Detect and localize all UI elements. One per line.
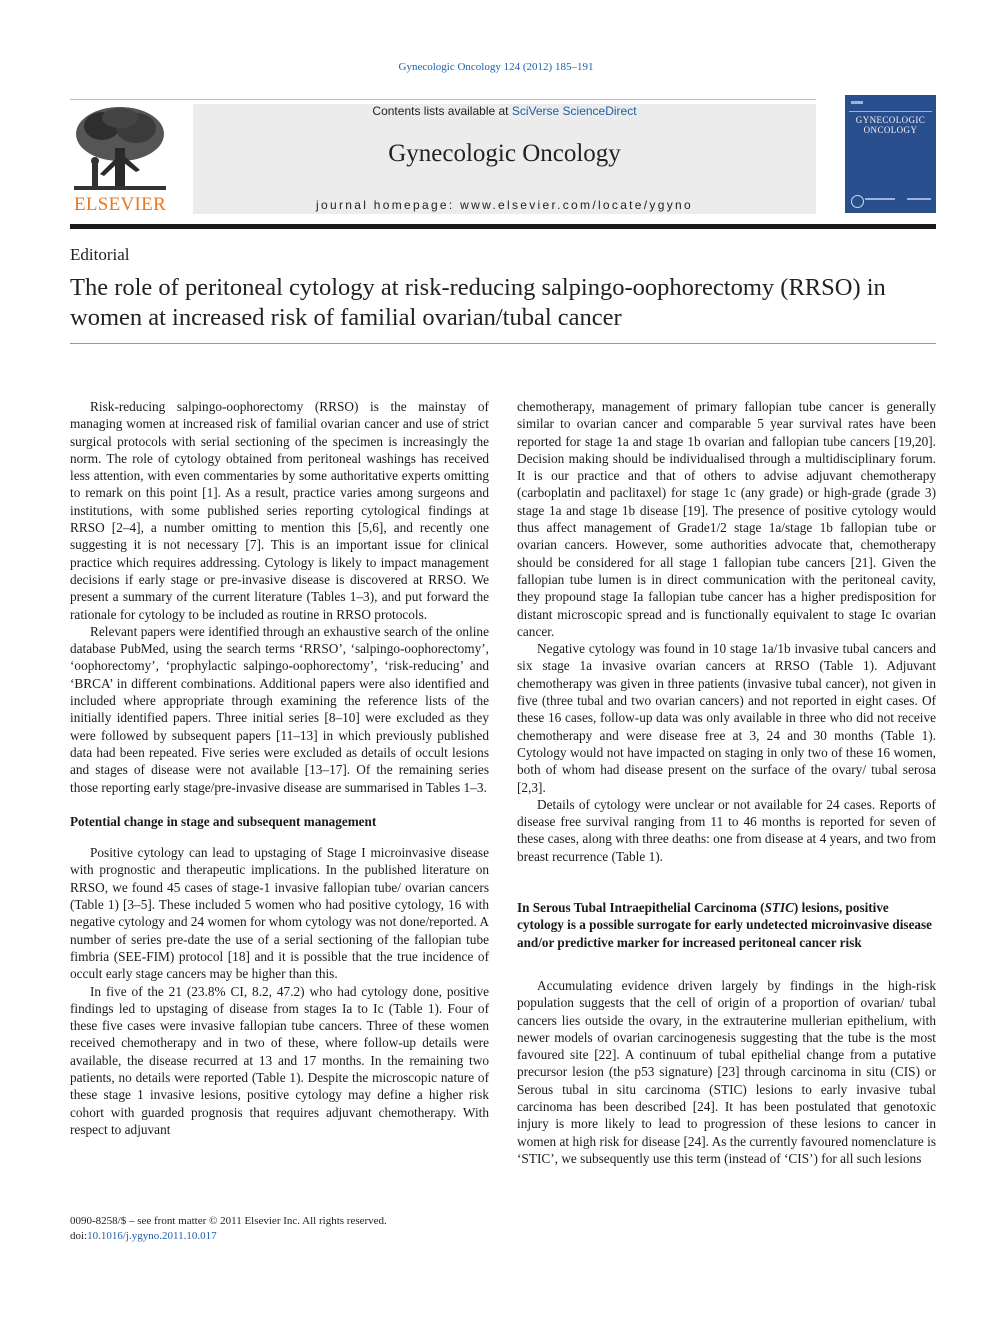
article-type: Editorial [70,245,130,264]
journal-title[interactable]: Gynecologic Oncology [388,140,621,167]
doi-prefix: doi: [70,1230,88,1242]
section-heading [517,899,936,951]
citation-link[interactable]: Gynecologic Oncology 124 (2012) 185–191 [398,61,594,73]
spacer [70,796,489,813]
issn-line: 0090-8258/$ – see front matter © 2011 Elsevier Inc. All rights reserved. [70,1215,387,1227]
paragraph: Negative cytology was found in 10 stage 1a/1b invasive tubal cancers and six stage 1a invasive ovarian cancers at RRSO (Table 1). Adjuvant chemotherapy was given in three patients (invasive tubal cancer), not given in five (three tubal and two ovarian cancers) and not reported in eight cases. Of these 16 cases, follow-up data was only available in three who did not receive chemotherapy and were disease free at 3, 24 and 30 months (Table 1). Cytology would not have impacted on staging in only two of these 16 women, both of whom had disease present on the surface of the ovary/ tubal serosa [2,3]. [517,641,936,795]
spacer [70,830,489,844]
cover-title: GYNECOLOGIC ONCOLOGY [855,115,926,135]
journal-citation[interactable] [0,61,992,73]
body-column-right [517,398,936,1167]
title-divider [70,343,936,344]
contents-line [193,104,816,118]
header-thick-rule [70,224,936,229]
paragraph: Risk-reducing salpingo-oophorectomy (RRSO) is the mainstay of managing women at increased risk of familial ovarian cancer and use of strict surgical protocols with serial sectioning of the specimen is increasingly the norm. The role of cytology obtained from peritoneal washings has received less attention, with even commentaries by some authoritative experts omitting to remark on this point [1]. As a result, practice varies among surgeons and institutions, with some published series reporting cytological findings at RRSO [2–4], a number omitting to mention this [5,6], and recently one suggesting it is not necessary [7]. This is an important issue for clinical practice which requires addressing. Cytology is likely to impact management decisions if early stage or pre-invasive disease is discovered at RRSO. We present a summary of the current literature (Tables 1–3), and put forward the rationale for cytology to be included as routine in RRSO protocols. [70,399,489,622]
heading-part: In Serous Tubal Intraepithelial Carcinoma ( [517,900,765,916]
sciencedirect-link[interactable]: SciVerse ScienceDirect [511,104,637,118]
heading-abbrev: STIC [764,900,794,916]
page-footer [70,1214,387,1244]
paragraph: Details of cytology were unclear or not available for 24 cases. Reports of disease free survival ranging from 11 to 46 months is reported for seven of these cases, along with three deaths: one from disease at 4 years, and two from breast recurrence (Table 1). [517,796,936,864]
body-column-left [70,398,489,1138]
cover-fine-print [865,198,895,200]
paragraph: Accumulating evidence driven largely by findings in the high-risk population suggests that the cell of origin of a proportion of ovarian/ tubal cancers lies outside the ovary, in the extrauterine mullerian epithelium, with newer models of ovarian carcinogenesis suggesting that the tube is the most favoured site [22]. A continuum of tubal epithelial change from a putative precursor lesion (the p53 signature) [23] through carcinoma in situ (CIS) or Serous tubal in situ carcinoma (STIC) lesions to early invasive tubal carcinoma has been described [24]. It has been postulated that genotoxic injury is more likely to lead to progression of these lesions to cancer in women at high risk for disease [24]. As the currently favoured nomenclature is ‘STIC’, we subsequently use this term (instead of ‘CIS’) for all such lesions [517,977,936,1166]
heading-part: ) lesions, positive cytology is a possible surrogate for early undetected microinvasive disease and/or predictive marker for increased peritoneal cancer risk [517,900,932,950]
cover-badge-icon [851,195,864,208]
header-divider [70,99,816,100]
paragraph: Positive cytology can lead to upstaging of Stage I microinvasive disease with prognostic and therapeutic implications. In the published literature on RRSO, we found 45 cases of stage-1 invasive fallopian tube/ ovarian cancers (Table 1) [3–5]. These included 5 women who had positive cytology, 16 with negative cytology and 24 women for whom cytology was not done/reported. A number of series pre-date the use of a serial sectioning of the fallopian tube fimbria (SEE-FIM) protocol [18] and it is possible that the true incidence of occult early stage cancers may be higher than this. [70,845,489,982]
contents-prefix: Contents lists available at [372,104,509,118]
spacer [517,951,936,977]
journal-homepage[interactable]: journal homepage: www.elsevier.com/locate/ygyno [316,198,693,212]
journal-cover-thumbnail[interactable] [845,95,936,213]
elsevier-wordmark[interactable]: ELSEVIER [73,194,167,215]
paragraph: Relevant papers were identified through an exhaustive search of the online database PubMed, using the search terms ‘RRSO’, ‘salpingo-oophorectomy’, ‘oophorectomy’, ‘prophylactic salpingo-oophorectomy’, ‘risk-reducing’ and ‘BRCA’ in different combinations. Additional papers were also identified and included where appropriate through examining the reference lists of the initially identified papers. Three initial series [8–10] were excluded as they were followed by subsequent papers [11–13] in which previously published data had been repeated. Five series were excluded as details of occult lesions and stages of disease were not available [13–17]. Of the remaining series those reporting early stage/pre-invasive disease are summarised in Tables 1–3. [70,623,489,795]
paragraph: chemotherapy, management of primary fallopian tube cancer is generally similar to ovarian cancer and comparable 5 year survival rates have been reported for stage 1a and stage 1b ovarian and fallopian tube cancers [19,20]. Decision making should be individualised through a multidisciplinary forum. It is our practice and that of others to advise adjuvant chemotherapy (carboplatin and paclitaxel) for stage 1c (any grade) or high-grade (grade 3) stage 1a and stage 1b disease [19]. The presence of positive cytology would thus affect management of Grade1/2 stage 1a/stage 1b fallopian tube or ovarian cancers. However, some authorities advocate that, chemotherapy should be considered for all stage 1 fallopian tube cancers [21]. Given the fallopian tube lumen is in direct communication with the peritoneal cavity, they propound stage Ia fallopian tube cancer has a higher predisposition for distant microscopic spread and is functionally equivalent to stage Ic ovarian cancer. [517,399,936,639]
article-title: The role of peritoneal cytology at risk-reducing salpingo-oophorectomy (RRSO) in women at increased risk of familial ovarian/tubal cancer [70,274,886,331]
doi-link[interactable]: 10.1016/j.ygyno.2011.10.017 [87,1230,217,1242]
spacer [517,865,936,899]
cover-fine-print [907,198,931,200]
cover-decoration [851,101,863,104]
paragraph: In five of the 21 (23.8% CI, 8.2, 47.2) who had cytology done, positive findings led to upstaging of disease from stages Ia to Ic (Table 1). Four of these five cases were invasive fallopian tube cancers. Three of these women received chemotherapy and in two of these, where follow-up details were available, the disease recurred at 13 and 17 months. In the remaining two patients, no details were reported (Table 1). Despite the microscopic nature of these stage 1 invasive lesions, positive cytology may define a higher risk cohort with guarded prognosis that requires adjuvant chemotherapy. With respect to adjuvant [70,983,489,1137]
section-heading: Potential change in stage and subsequent management [70,813,377,829]
cover-rule [849,111,932,112]
doi-line [70,1229,387,1244]
